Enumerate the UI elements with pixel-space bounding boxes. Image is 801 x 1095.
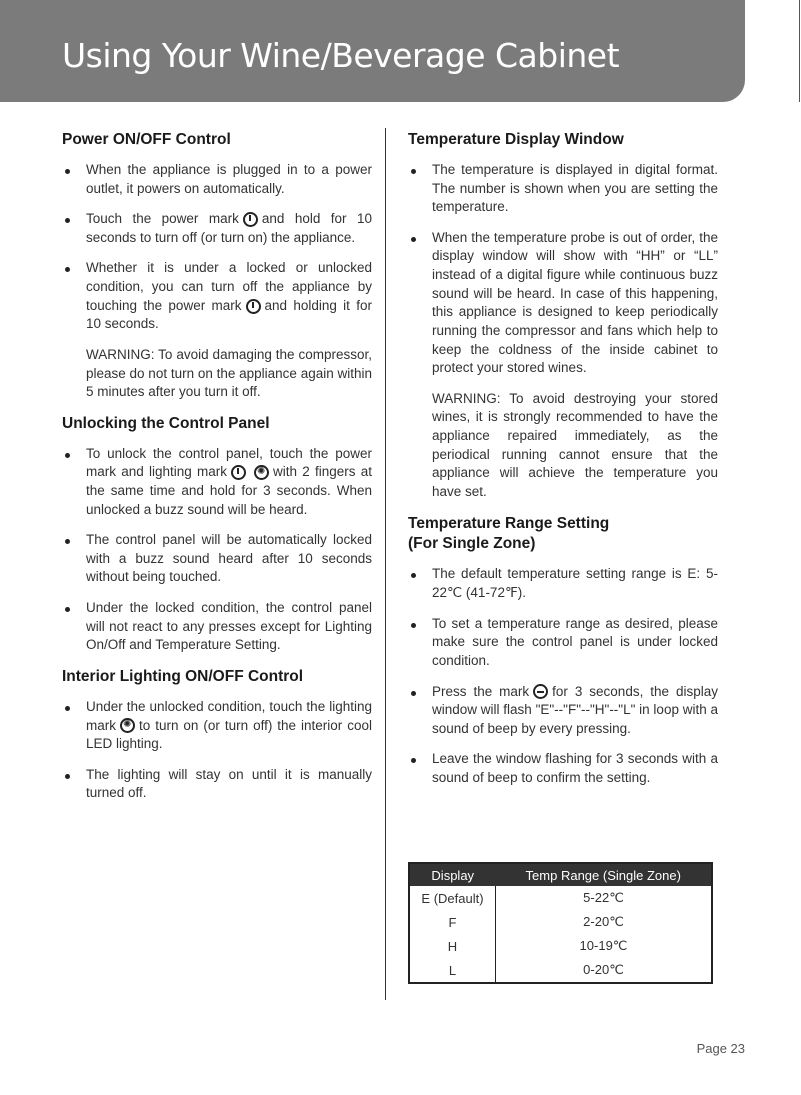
range-list xyxy=(408,565,718,787)
cell-range: 10-19℃ xyxy=(579,938,628,953)
cell-display: H xyxy=(409,934,495,958)
edge-line xyxy=(799,0,800,102)
power-heading: Power ON/OFF Control xyxy=(62,131,231,148)
table-header-row xyxy=(409,863,712,886)
item-text: When the appliance is plugged in to a power outlet, it powers on automatically. xyxy=(86,161,372,196)
cell-display: F xyxy=(409,910,495,934)
display-section xyxy=(408,130,718,502)
cell-display: E (Default) xyxy=(409,886,495,910)
list-item xyxy=(408,615,718,671)
unlock-heading: Unlocking the Control Panel xyxy=(62,414,270,432)
cell-range: 2-20℃ xyxy=(583,914,624,929)
lighting-heading: Interior Lighting ON/OFF Control xyxy=(62,667,304,685)
item-text: Leave the window flashing for 3 seconds with a sound of beep to confirm the setting. xyxy=(432,751,718,786)
header-banner xyxy=(0,0,745,102)
list-item xyxy=(62,698,372,754)
list-item xyxy=(62,161,372,198)
list-item xyxy=(408,683,718,739)
left-column xyxy=(62,130,372,815)
range-section xyxy=(408,514,718,788)
item-text: and hold for 10 seconds to turn off (or turn on) the appliance. xyxy=(86,211,373,245)
page-number: Page 23 xyxy=(696,1041,745,1056)
lighting-section xyxy=(62,667,372,803)
power-icon xyxy=(246,299,261,314)
column-divider xyxy=(385,128,386,1000)
list-item xyxy=(62,210,372,247)
lighting-list xyxy=(62,698,372,803)
list-item xyxy=(62,259,372,334)
item-text: Touch the power mark xyxy=(86,211,239,227)
cell-range: 5-22℃ xyxy=(583,890,624,905)
power-icon xyxy=(243,212,258,227)
item-text: When the temperature probe is out of order, the display window will show with “HH” or “LL” instead of a digital figure while continuous buzz sound will be heard. In case of this happening, this appliance is designed to keep periodically running the compressor and fans which help to keep the coldness of the inside cabinet to protect your stored wines. xyxy=(432,229,718,376)
lighting-icon xyxy=(120,718,135,733)
unlock-list xyxy=(62,445,372,655)
range-heading: Temperature Range Setting xyxy=(408,514,610,532)
item-text: Under the locked condition, the control panel will not react to any presses except for Lighting On/Off and Temperature Setting. xyxy=(86,600,372,653)
temp-range-table xyxy=(408,862,713,984)
item-text: Press the mark xyxy=(432,683,530,699)
lighting-icon xyxy=(254,465,269,480)
cell-display: L xyxy=(409,958,495,983)
power-list xyxy=(62,161,372,334)
display-heading: Temperature Display Window xyxy=(408,131,624,148)
item-text: The temperature is displayed in digital format. The number is shown when you are setting the temperature. xyxy=(432,161,718,215)
item-text: for 3 seconds, the display window will flash "E"--"F"--"H"--"L" in loop with a sound of beep by every pressing. xyxy=(432,683,718,736)
item-text: The default temperature setting range is E: 5-22℃ (41-72℉). xyxy=(432,566,718,601)
warning-text: WARNING: To avoid destroying your stored wines, it is strongly recommended to have the appliance repaired immediately, as the periodical running cannot ensure that the appliance will achieve the temperature you have set. xyxy=(432,390,718,499)
item-text: Whether it is under a locked or unlocked condition, you can turn off the appliance by touching the power mark xyxy=(86,260,372,313)
table-row xyxy=(409,934,712,958)
list-item xyxy=(62,599,372,655)
power-icon xyxy=(231,465,246,480)
unlock-section xyxy=(62,414,372,655)
item-text: The lighting will stay on until it is manually turned off. xyxy=(86,766,372,801)
temp-range-table-wrap xyxy=(408,862,713,984)
minus-icon xyxy=(533,684,548,699)
cell-range: 0-20℃ xyxy=(583,962,624,977)
item-text: to turn on (or turn off) the interior cool LED lighting. xyxy=(86,717,372,752)
list-item xyxy=(408,565,718,602)
table-row xyxy=(409,910,712,934)
item-text: To set a temperature range as desired, please make sure the control panel is under locked condition. xyxy=(432,615,718,668)
table-row xyxy=(409,886,712,910)
item-text: Under the unlocked condition, touch the lighting mark xyxy=(86,698,372,733)
range-subheading: (For Single Zone) xyxy=(408,535,536,553)
item-text: with 2 fingers at the same time and hold for 3 seconds. When unlocked a buzz sound will be heard. xyxy=(86,464,373,517)
power-section xyxy=(62,130,372,402)
page-title: Using Your Wine/Beverage Cabinet xyxy=(62,36,620,75)
table-row xyxy=(409,958,712,983)
list-item xyxy=(62,445,372,520)
list-item xyxy=(408,161,718,217)
display-list xyxy=(408,161,718,378)
item-text: and holding it for 10 seconds. xyxy=(86,297,372,332)
column-header-display: Display xyxy=(409,863,495,886)
list-item xyxy=(62,531,372,587)
list-item xyxy=(408,750,718,787)
item-text: The control panel will be automatically locked with a buzz sound heard after 10 seconds without being touched. xyxy=(86,532,372,585)
column-header-range: Temp Range (Single Zone) xyxy=(495,863,712,886)
item-text: To unlock the control panel, touch the power mark and lighting mark xyxy=(86,445,372,480)
right-column xyxy=(408,130,718,800)
list-item xyxy=(408,229,718,378)
list-item xyxy=(62,766,372,803)
warning-text: WARNING: To avoid damaging the compressor, please do not turn on the appliance again within 5 minutes after you turn it off. xyxy=(86,346,372,400)
